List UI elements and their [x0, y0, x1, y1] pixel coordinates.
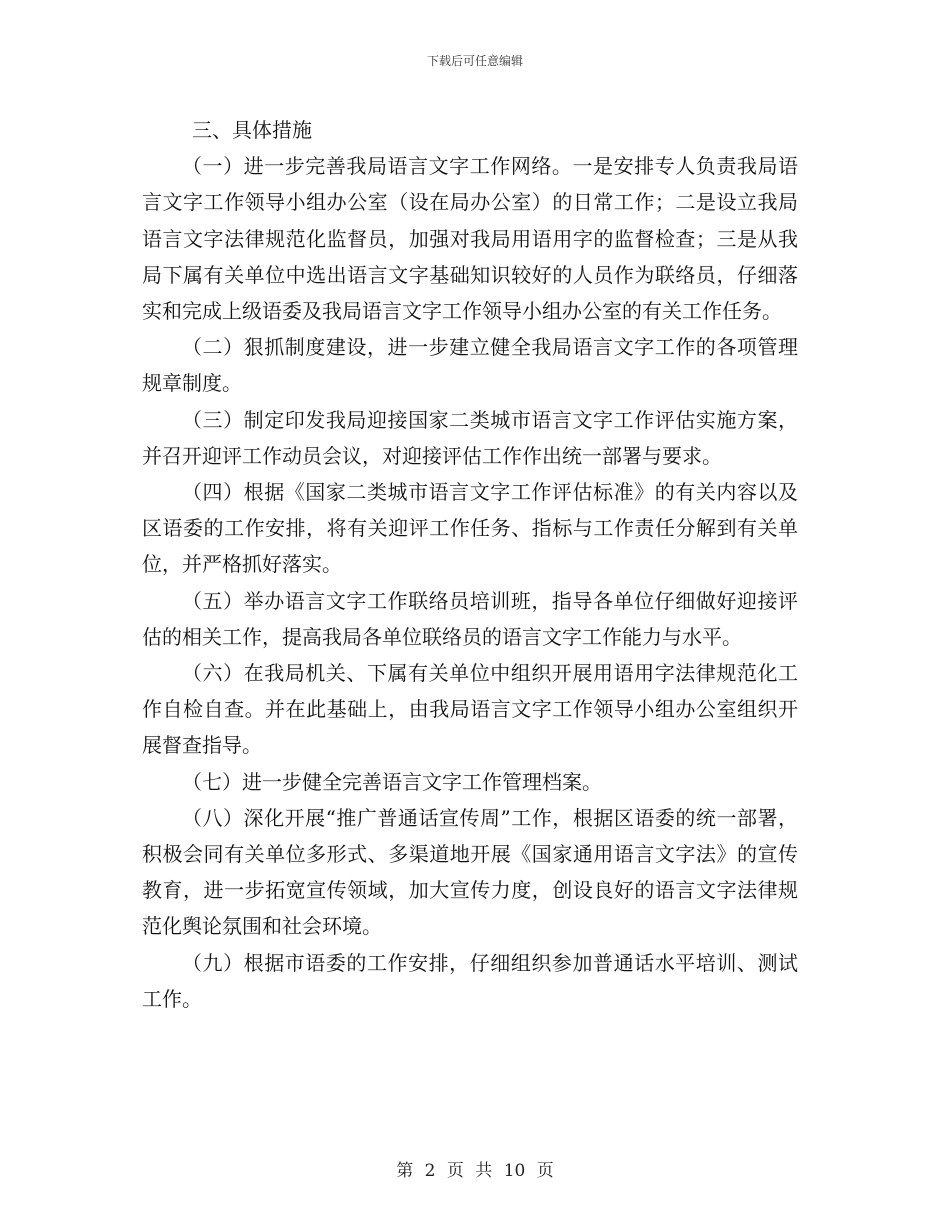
- paragraph-4: （四）根据《国家二类城市语言文字工作评估标准》的有关内容以及区语委的工作安排，将有关迎评工作任务、指标与工作责任分解到有关单位，并严格抓好落实。: [142, 480, 798, 577]
- paragraph-5: （五）举办语言文字工作联络员培训班，指导各单位仔细做好迎接评估的相关工作，提高我局各单位联络员的语言文字工作能力与水平。: [142, 588, 798, 649]
- page-number: 第 2 页 共 10 页: [396, 1161, 554, 1181]
- paragraph-2: （二）狠抓制度建设，进一步建立健全我局语言文字工作的各项管理规章制度。: [142, 335, 798, 396]
- paragraph-1: （一）进一步完善我局语言文字工作网络。一是安排专人负责我局语言文字工作领导小组办公室（设在局办公室）的日常工作；二是设立我局语言文字法律规范化监督员，加强对我局用语用字的监督检查；三是从我局下属有关单位中选出语言文字基础知识较好的人员作为联络员，仔细落实和完成上级语委及我局语言文字工作领导小组办公室的有关工作任务。: [142, 154, 798, 324]
- paragraph-9: （九）根据市语委的工作安排，仔细组织参加普通话水平培训、测试工作。: [142, 950, 798, 1011]
- paragraph-3: （三）制定印发我局迎接国家二类城市语言文字工作评估实施方案，并召开迎评工作动员会议，对迎接评估工作作出统一部署与要求。: [142, 407, 798, 468]
- paragraph-7: （七）进一步健全完善语言文字工作管理档案。: [182, 769, 602, 794]
- paragraph-8: （八）深化开展“推广普通话宣传周”工作，根据区语委的统一部署，积极会同有关单位多形式、多渠道地开展《国家通用语言文字法》的宣传教育，进一步拓宽宣传领域，加大宣传力度，创设良好的语言文字法律规范化舆论氛围和社会环境。: [142, 805, 798, 939]
- page-header: 下载后可任意编辑: [426, 54, 523, 68]
- paragraph-6: （六）在我局机关、下属有关单位中组织开展用语用字法律规范化工作自检自查。并在此基础上，由我局语言文字工作领导小组办公室组织开展督查指导。: [142, 661, 798, 758]
- section-heading: 三、具体措施: [192, 118, 312, 142]
- document-body: [142, 112, 798, 1017]
